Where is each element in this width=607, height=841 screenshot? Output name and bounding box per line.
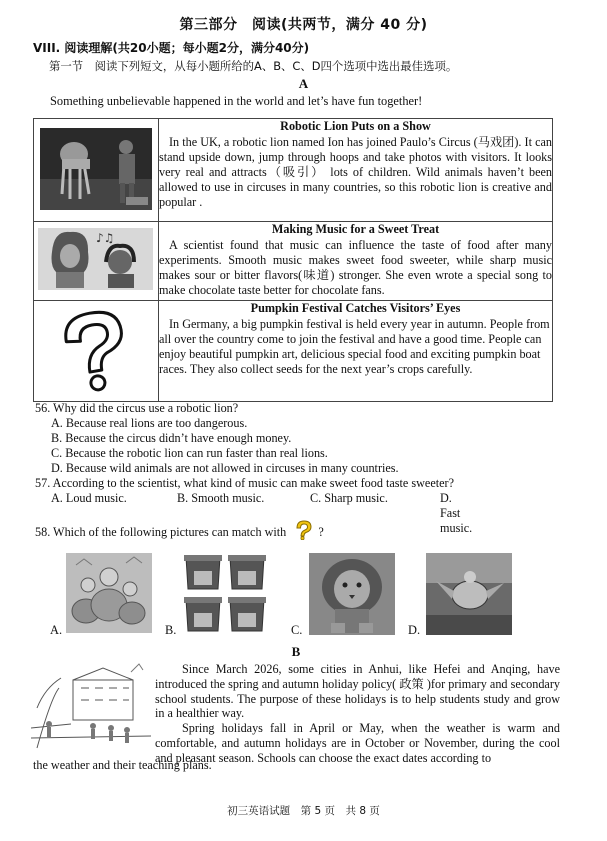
school-sketch-picture xyxy=(31,658,151,754)
lion-picture[interactable] xyxy=(309,553,395,635)
question-mark-icon xyxy=(293,520,315,540)
option-d[interactable]: D. Fast music. xyxy=(440,491,473,535)
robot-lion-photo xyxy=(34,119,157,217)
news-row xyxy=(34,301,553,402)
news-picture-cell xyxy=(34,119,159,222)
news-title: Making Music for a Sweet Treat xyxy=(271,222,440,236)
passage-b-paragraph: Since March 2026, some cities in Anhui, like Hefei and Anqing, have introduced the spring and autumn holiday policy( 政策 )for primary and secondary school students. The purpose of these holidays is to help students study and grow in a healthier way. xyxy=(155,662,560,721)
section-heading: VIII. 阅读理解(共20小题；每小题2分，满分40分) xyxy=(33,41,310,55)
question-stem-end: ? xyxy=(318,525,324,539)
news-item xyxy=(159,119,553,222)
news-body: In Germany, a big pumpkin festival is held every year in autumn. People from all over the country come to join the festival and have a good time. People can enjoy beautiful pumpkin art, delicious special food and exciting pumpkin boat races. They also collect seeds for the next year’s crops carefully. xyxy=(159,317,550,376)
option-a-label: A. xyxy=(50,623,63,637)
passage-b-paragraph: Spring holidays fall in April or May, when the weather is warm and comfortable, and autumn holidays are in October or November, during the cool and pleasant season. Schools can choose the exact dates according to xyxy=(155,721,560,765)
option-a[interactable]: A. Loud music. xyxy=(51,491,127,505)
sea-turtle-picture[interactable] xyxy=(426,553,512,635)
question-56 xyxy=(35,401,399,476)
page-footer: 初三英语试题 第 5 页 共 8 页 xyxy=(227,805,380,817)
option-d[interactable]: D. Because wild animals are not allowed in circuses in many countries. xyxy=(51,461,399,475)
passage-a-label: A xyxy=(298,76,309,91)
pumpkin-family-picture[interactable] xyxy=(66,553,152,633)
news-table xyxy=(33,118,553,402)
question-stem: 58. Which of the following pictures can match with xyxy=(35,525,287,539)
svg-text:♪♫: ♪♫ xyxy=(96,231,115,245)
question-stem: 56. Why did the circus use a robotic lion? xyxy=(35,401,239,415)
question-stem: 57. According to the scientist, what kind of music can make sweet food taste sweeter? xyxy=(35,476,454,490)
passage-a-intro: Something unbelievable happened in the world and let’s have fun together! xyxy=(50,94,423,108)
passage-b-label: B xyxy=(291,644,301,659)
page-title: 第三部分 阅读(共两节，满分 40 分) xyxy=(179,17,428,33)
news-picture-cell xyxy=(34,301,159,402)
option-b[interactable]: B. Smooth music. xyxy=(177,491,265,505)
news-row xyxy=(34,222,553,301)
passage-b-paragraph-end: the weather and their teaching plans. xyxy=(33,758,212,772)
option-c[interactable]: C. Because the robotic lion can run faster than real lions. xyxy=(51,446,328,460)
news-body: A scientist found that music can influence the taste of food after many experiments. Smooth music makes sweet food sweeter, while sharp music makes sour or bitter flavors(味道) stronger. She even wrote a special song to make chocolate taste better for chocolate fans. xyxy=(159,238,552,297)
news-row xyxy=(34,119,553,222)
recycling-bins-picture[interactable] xyxy=(180,553,270,635)
news-body: In the UK, a robotic lion named Ion has joined Paulo’s Circus (马戏团). It can stand upside down, jump through hoops and take photos with visitors. It looks very real and attracts（吸引） lots of children. Wild animals haven’t been allowed to use in circuses in many countries, so this robotic lion is creative and popular . xyxy=(159,135,552,209)
news-title: Robotic Lion Puts on a Show xyxy=(280,119,431,133)
music-taste-photo xyxy=(34,222,157,296)
option-b[interactable]: B. Because the circus didn’t have enough money. xyxy=(51,431,292,445)
option-d-label: D. xyxy=(408,623,421,637)
option-a[interactable]: A. Because real lions are too dangerous. xyxy=(51,416,248,430)
news-picture-cell xyxy=(34,222,159,301)
section-instruction: 第一节 阅读下列短文，从每小题所给的A、B、C、D四个选项中选出最佳选项。 xyxy=(49,59,458,73)
news-item xyxy=(159,222,553,301)
news-item xyxy=(159,301,553,402)
question-mark-icon xyxy=(34,301,157,397)
news-title: Pumpkin Festival Catches Visitors’ Eyes xyxy=(250,301,461,315)
option-c[interactable]: C. Sharp music. xyxy=(310,491,388,505)
question-58 xyxy=(35,520,324,540)
passage-b-text xyxy=(155,662,560,766)
option-c-label: C. xyxy=(291,623,303,637)
option-b-label: B. xyxy=(165,623,177,637)
